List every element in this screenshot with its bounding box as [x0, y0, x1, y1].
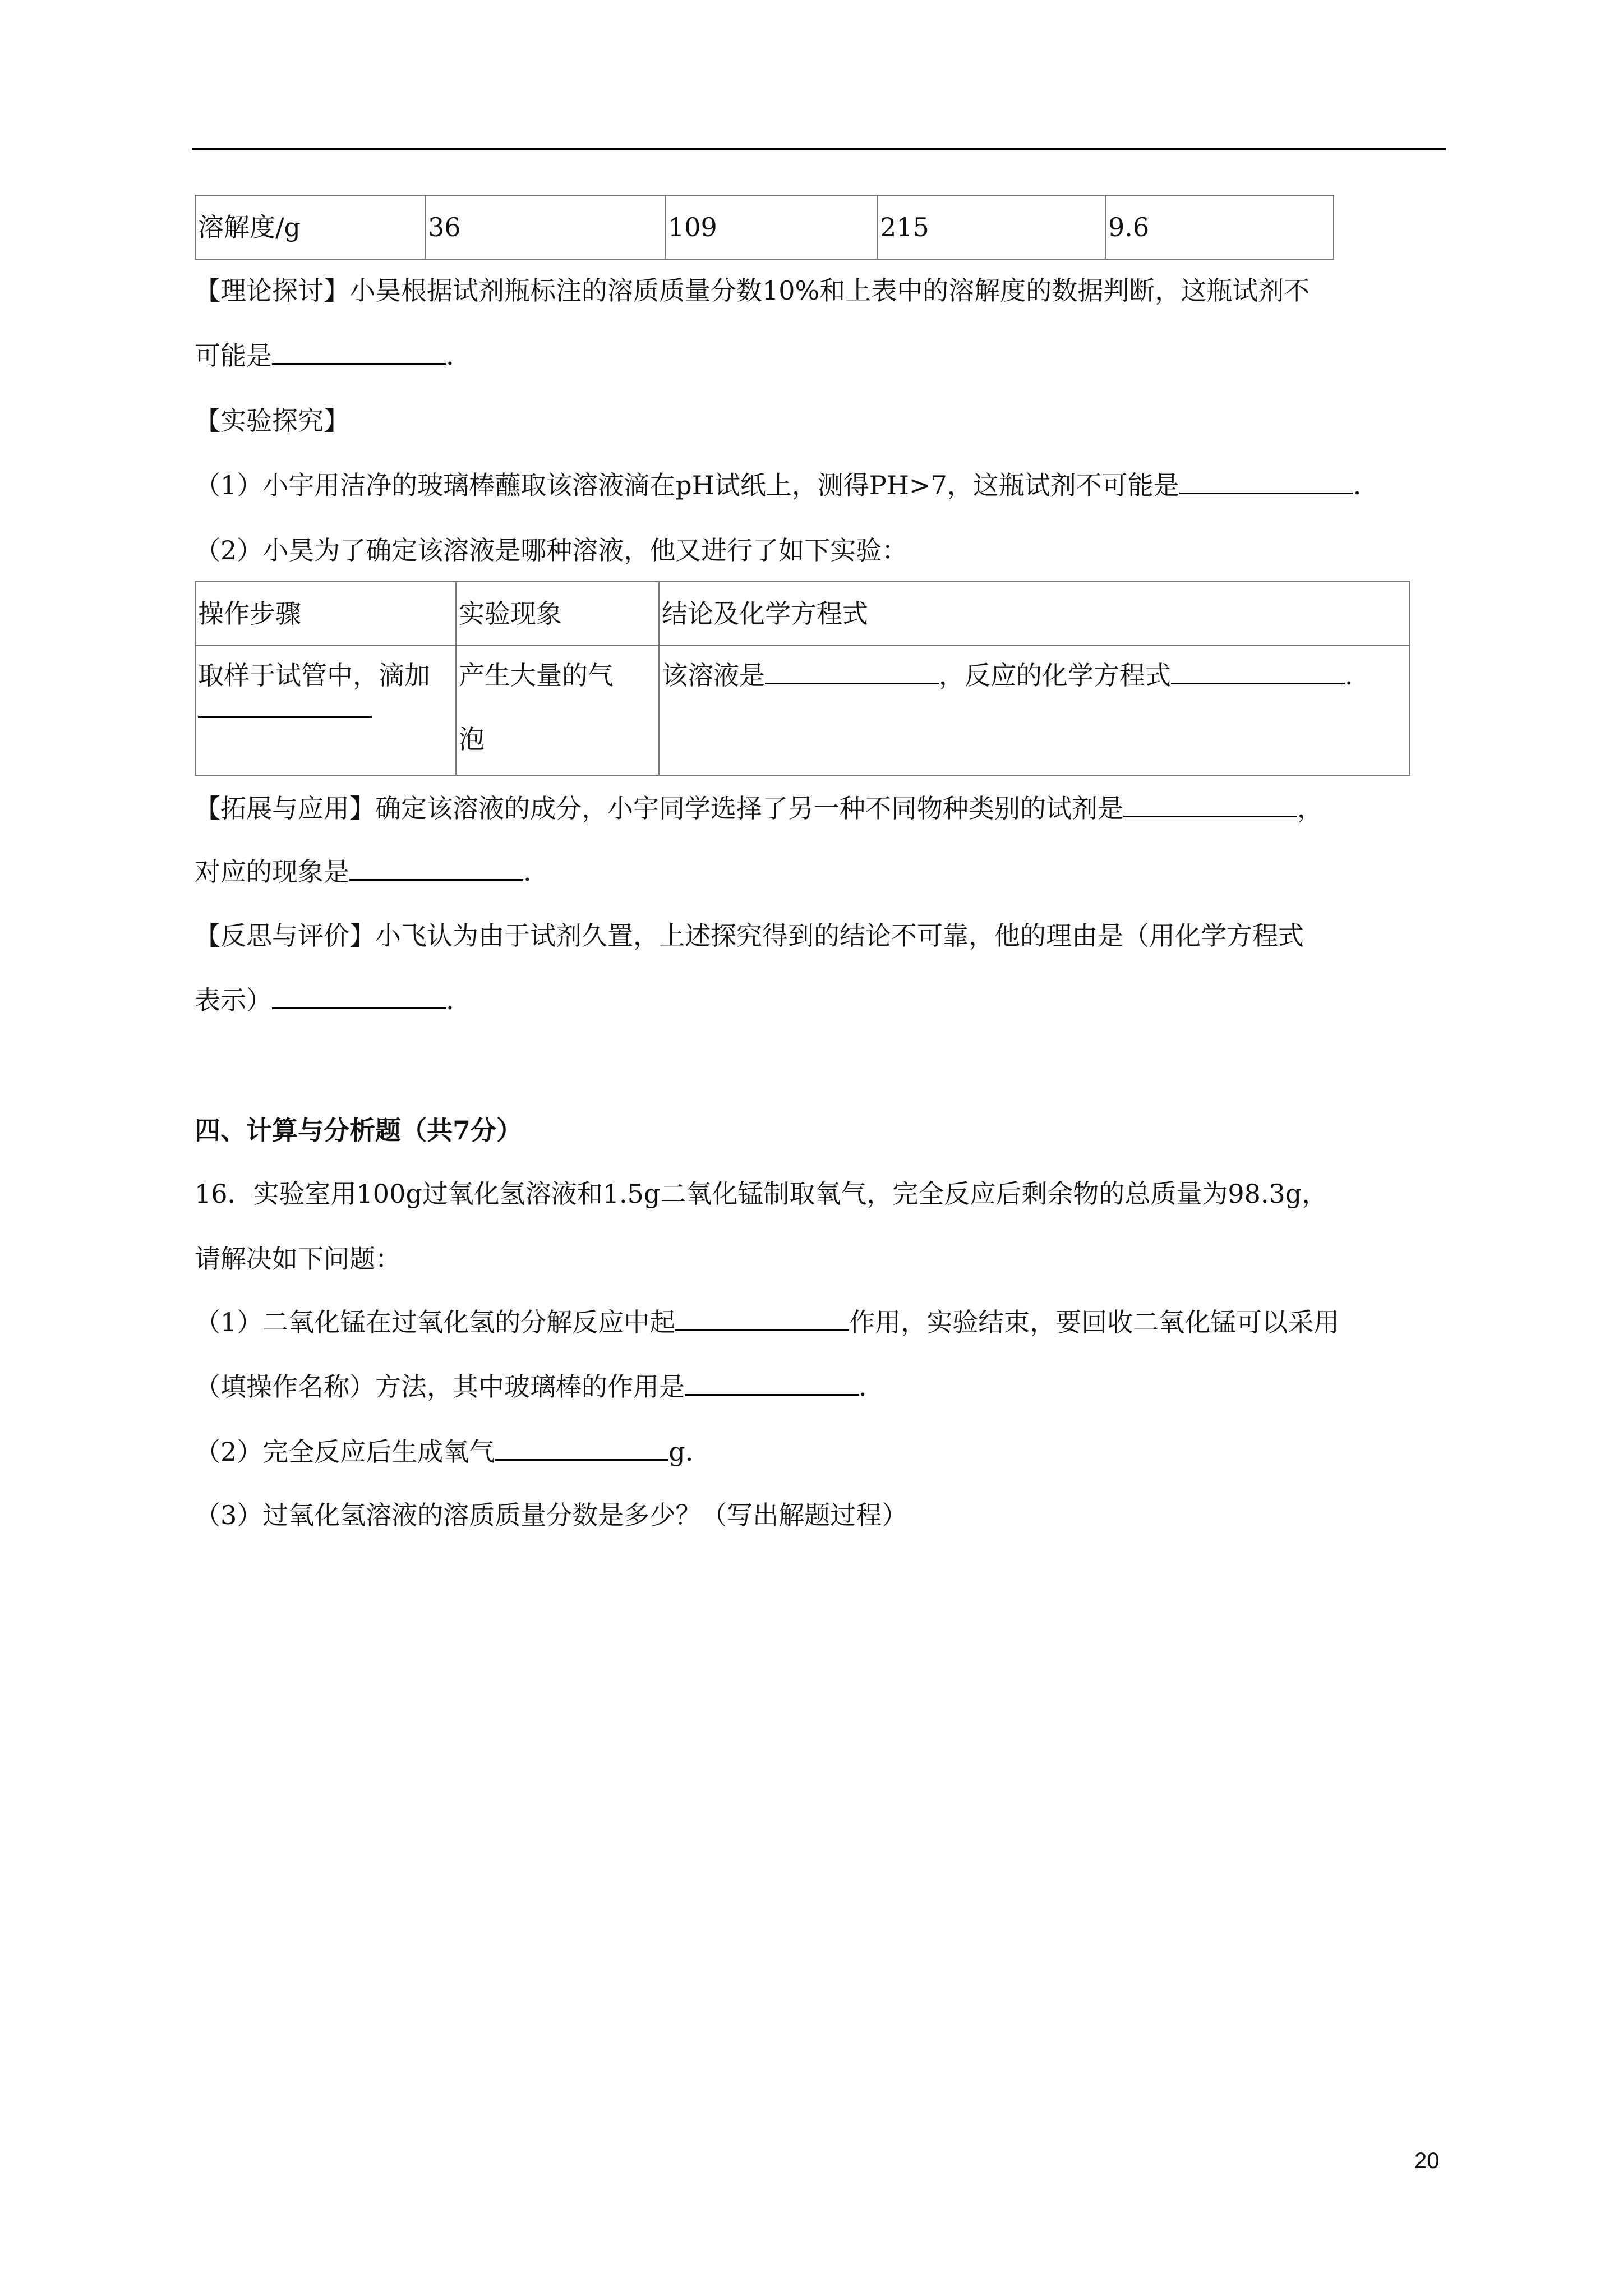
reflection-line1: 【反思与评价】小飞认为由于试剂久置，上述探究得到的结论不可靠，他的理由是（用化学方程式	[195, 921, 1304, 951]
table-header: 操作步骤	[195, 582, 456, 646]
text: ，反应的化学方程式	[939, 660, 1171, 691]
theory-line2	[195, 339, 454, 372]
table-cell: 36	[425, 195, 665, 259]
answer-blank[interactable]	[272, 341, 446, 365]
section-heading: 四、计算与分析题（共7分）	[195, 1115, 523, 1145]
text: （1）小宇用洁净的玻璃棒蘸取该溶液滴在pH试纸上，测得PH>7，这瓶试剂不可能是	[195, 470, 1179, 500]
answer-blank[interactable]	[1171, 660, 1345, 684]
text: .	[523, 857, 532, 887]
answer-blank[interactable]	[685, 1372, 859, 1396]
answer-blank[interactable]	[765, 660, 939, 684]
table-cell: 9.6	[1105, 195, 1334, 259]
text: g.	[668, 1437, 694, 1467]
answer-blank[interactable]	[495, 1437, 668, 1461]
table-header: 结论及化学方程式	[659, 582, 1410, 646]
q16-sub1	[195, 1305, 1339, 1339]
text: 取样于试管中，滴加	[198, 660, 430, 691]
table-header: 实验现象	[456, 582, 659, 646]
table-cell	[195, 646, 456, 775]
answer-blank[interactable]	[272, 985, 446, 1009]
text: （填操作名称）方法，其中玻璃棒的作用是	[195, 1372, 685, 1402]
answer-blank[interactable]	[198, 694, 372, 718]
q16-line2: 请解决如下问题：	[195, 1244, 401, 1274]
table-cell: 溶解度/g	[195, 195, 425, 259]
reflection-line2	[195, 983, 454, 1017]
answer-blank[interactable]	[349, 857, 523, 881]
text: 泡	[459, 724, 485, 754]
answer-blank[interactable]	[1179, 470, 1353, 494]
text: .	[1353, 470, 1362, 500]
table-row	[195, 646, 1410, 775]
text: .	[446, 341, 454, 371]
text: 产生大量的气	[459, 660, 614, 691]
text: 【拓展与应用】确定该溶液的成分，小宇同学选择了另一种不同物种类别的试剂是	[195, 793, 1123, 823]
table-cell: 109	[665, 195, 877, 259]
text: .	[446, 985, 454, 1015]
table-cell	[456, 646, 659, 775]
table-cell	[659, 646, 1410, 775]
text: 可能是	[195, 341, 272, 371]
extension-line1	[195, 792, 1323, 825]
extension-line2	[195, 855, 532, 889]
text: （1）二氧化锰在过氧化氢的分解反应中起	[195, 1307, 676, 1337]
answer-blank[interactable]	[675, 1307, 849, 1331]
text: 对应的现象是	[195, 857, 349, 887]
theory-line1: 【理论探讨】小昊根据试剂瓶标注的溶质质量分数10%和上表中的溶解度的数据判断，这瓶试剂不	[195, 275, 1310, 306]
text: 表示）	[195, 985, 272, 1015]
solubility-table	[195, 195, 1334, 260]
table-cell: 215	[877, 195, 1105, 259]
q16-sub2	[195, 1435, 693, 1469]
experiment-title: 【实验探究】	[195, 406, 349, 436]
q16-sub1-cont	[195, 1370, 867, 1404]
text: ，	[1297, 793, 1323, 823]
answer-blank[interactable]	[1123, 793, 1297, 817]
table-row	[195, 195, 1334, 259]
experiment-q2: （2）小昊为了确定该溶液是哪种溶液，他又进行了如下实验：	[195, 535, 908, 565]
text: （2）完全反应后生成氧气	[195, 1437, 495, 1467]
experiment-table	[195, 581, 1410, 776]
q16-sub3: （3）过氧化氢溶液的溶质质量分数是多少？（写出解题过程）	[195, 1500, 908, 1530]
page-number: 20	[1414, 2148, 1440, 2173]
text: 该溶液是	[662, 660, 765, 691]
q16-line1: 16．实验室用100g过氧化氢溶液和1.5g二氧化锰制取氧气，完全反应后剩余物的总质量为98.3g，	[195, 1179, 1328, 1209]
text: .	[859, 1372, 867, 1402]
experiment-q1	[195, 468, 1361, 502]
text: .	[1345, 660, 1353, 691]
table-header-row	[195, 582, 1410, 646]
header-rule	[192, 148, 1446, 150]
text: 作用，实验结束，要回收二氧化锰可以采用	[849, 1307, 1340, 1337]
